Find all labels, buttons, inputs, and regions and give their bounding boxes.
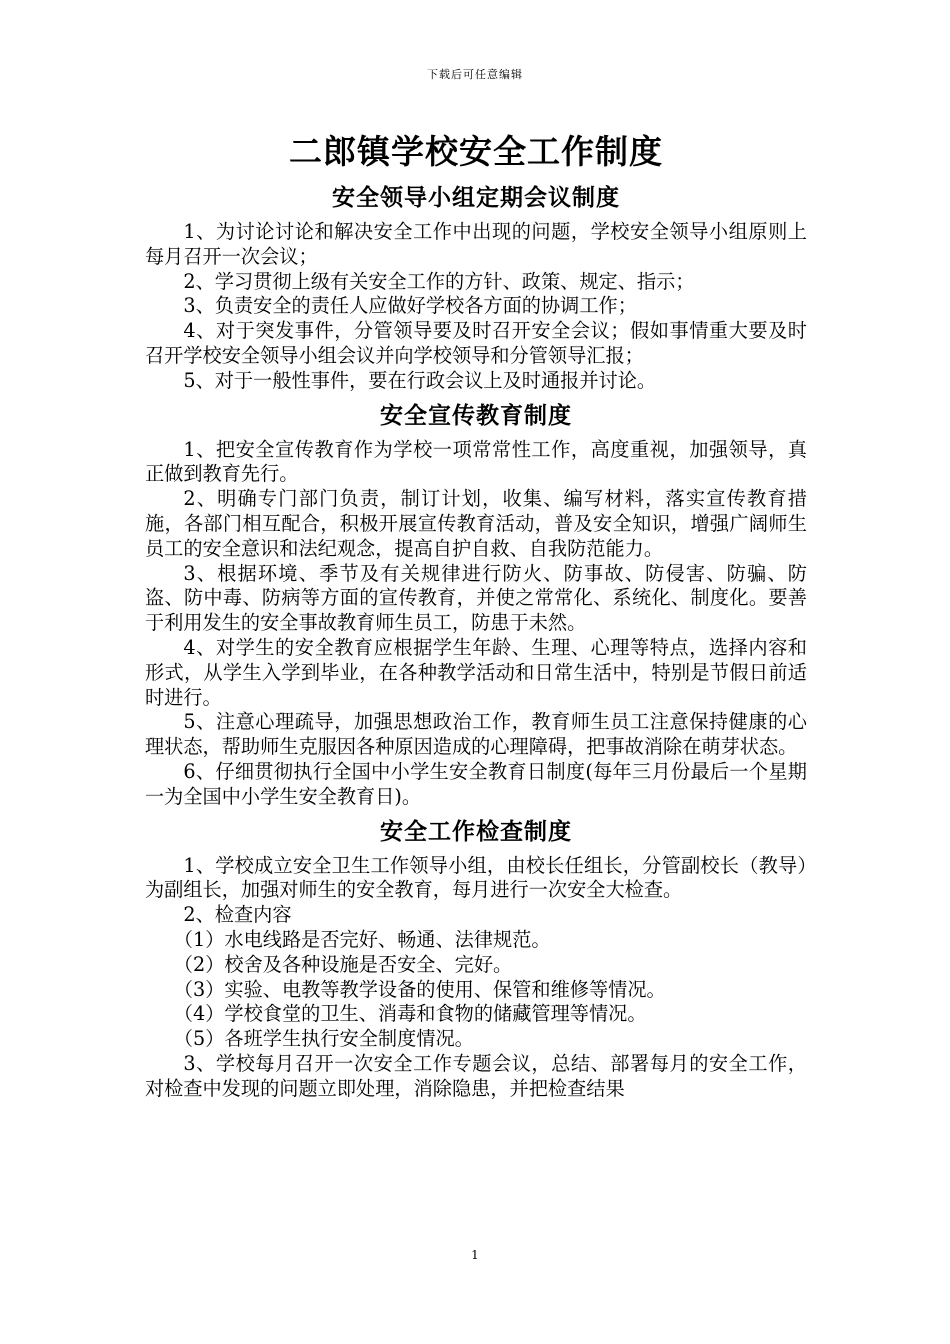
- paragraph: 1、学校成立安全卫生工作领导小组，由校长任组长，分管副校长（教导）为副组长，加强对师生的安全教育，每月进行一次安全大检查。: [145, 853, 807, 902]
- paragraph: 2、明确专门部门负责，制订计划，收集、编写材料，落实宣传教育措施，各部门相互配合，积极开展宣传教育活动，普及安全知识，增强广阔师生员工的安全意识和法纪观念，提高自护自救、自我防范能力。: [145, 487, 807, 560]
- section-meeting-system: [145, 182, 807, 394]
- paragraph: 2、检查内容: [183, 903, 292, 927]
- header-note: 下载后可任意编辑: [427, 68, 523, 81]
- paragraph: 4、对学生的安全教育应根据学生年龄、生理、心理等特点，选择内容和形式，从学生入学到毕业，在各种教学活动和日常生活中，特别是节假日前适时进行。: [145, 635, 807, 709]
- list-item: （1）水电线路是否完好、畅通、法律规范。: [173, 927, 551, 951]
- paragraph: 5、对于一般性事件，要在行政会议上及时通报并讨论。: [183, 368, 657, 392]
- paragraph: 3、负责安全的责任人应做好学校各方面的协调工作；: [183, 294, 637, 318]
- page-number: 1: [471, 1248, 479, 1262]
- list-item: （3）实验、电教等教学设备的使用、保管和维修等情况。: [173, 977, 666, 1001]
- list-item: （5）各班学生执行安全制度情况。: [173, 1027, 474, 1051]
- section-title: 安全工作检查制度: [380, 818, 572, 845]
- section-education-system: [145, 400, 807, 810]
- paragraph: 3、根据环境、季节及有关规律进行防火、防事故、防侵害、防骗、防盗、防中毒、防病等方面的宣传教育，并使之常常化、系统化、制度化。要善于利用发生的安全事故教育师生员工，防患于未然。: [145, 561, 807, 635]
- document-body: [145, 128, 807, 1108]
- section-inspection-system: [145, 816, 807, 1102]
- paragraph: 3、学校每月召开一次安全工作专题会议，总结、部署每月的安全工作，对检查中发现的问题立即处理，消除隐患，并把检查结果: [145, 1051, 807, 1100]
- document-title: 二郎镇学校安全工作制度: [289, 132, 663, 171]
- list-item: （2）校舍及各种设施是否安全、完好。: [173, 952, 513, 976]
- list-item: （4）学校食堂的卫生、消毒和食物的储藏管理等情况。: [173, 1002, 647, 1026]
- paragraph: 5、注意心理疏导，加强思想政治工作，教育师生员工注意保持健康的心理状态，帮助师生克服因各种原因造成的心理障碍，把事故消除在萌芽状态。: [145, 710, 807, 759]
- paragraph: 1、把安全宣传教育作为学校一项常常性工作，高度重视，加强领导，真正做到教育先行。: [145, 437, 807, 486]
- paragraph: 1、为讨论讨论和解决安全工作中出现的问题，学校安全领导小组原则上每月召开一次会议；: [145, 220, 807, 268]
- paragraph: 2、学习贯彻上级有关安全工作的方针、政策、规定、指示；: [183, 269, 695, 293]
- section-title: 安全宣传教育制度: [380, 402, 572, 429]
- section-title: 安全领导小组定期会议制度: [332, 185, 620, 211]
- paragraph: 6、仔细贯彻执行全国中小学生安全教育日制度(每年三月份最后一个星期一为全国中小学生安全教育日)。: [145, 759, 807, 808]
- paragraph: 4、对于突发事件，分管领导要及时召开安全会议；假如事情重大要及时召开学校安全领导小组会议并向学校领导和分管领导汇报；: [145, 319, 807, 367]
